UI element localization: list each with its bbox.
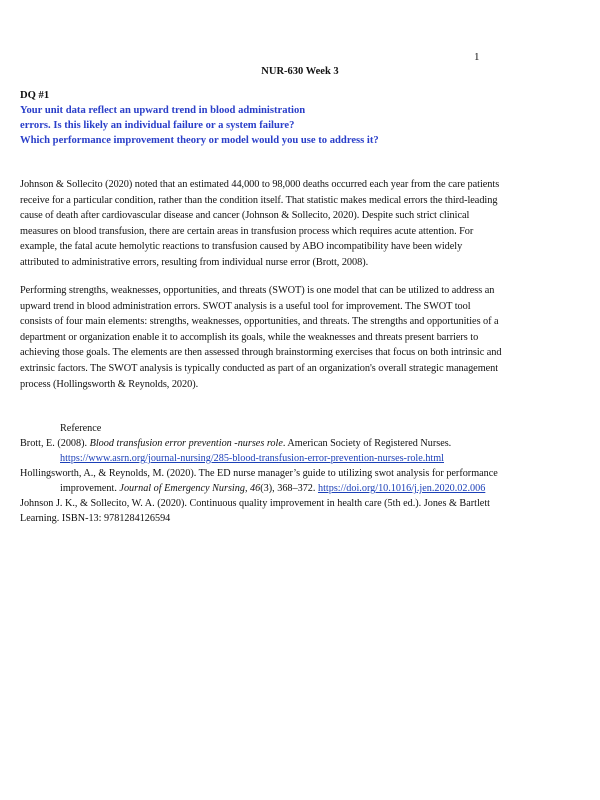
dq-question-line: errors. Is this likely an individual failure or a system failure? bbox=[20, 120, 295, 131]
reference-line bbox=[20, 451, 580, 466]
discussion-question bbox=[20, 88, 580, 148]
reference-publisher: . American Society of Registered Nurses. bbox=[282, 438, 452, 449]
reference-link[interactable]: https://www.asrn.org/journal-nursing/285-blood-transfusion-error-prevention-nurses-role.html bbox=[60, 453, 445, 464]
paragraph-line: upward trend in blood administration errors. SWOT analysis is a useful tool for improvement. The SWOT tool bbox=[20, 300, 471, 312]
body-paragraph-2 bbox=[20, 283, 578, 392]
paragraph-line: example, the fatal acute hemolytic reactions to transfusion caused by ABO incompatibility have been widely bbox=[20, 241, 463, 253]
reference-line: Hollingsworth, A., & Reynolds, M. (2020). The ED nurse manager’s guide to utilizing swot analysis for performance bbox=[20, 468, 498, 479]
dq-question-text bbox=[20, 103, 580, 148]
reference-authors: Brott, E. (2008). bbox=[20, 438, 90, 449]
dq-question-line: Your unit data reflect an upward trend in blood administration bbox=[20, 105, 306, 116]
body-paragraph-1 bbox=[20, 177, 578, 271]
reference-journal: Journal of Emergency Nursing, 46 bbox=[119, 483, 261, 494]
document-title: NUR-630 Week 3 bbox=[261, 66, 339, 77]
page-number: 1 bbox=[474, 51, 480, 63]
paragraph-line: process (Hollingsworth & Reynolds, 2020). bbox=[20, 378, 199, 390]
reference-text: improvement. bbox=[60, 483, 120, 494]
reference-pages: (3), 368–372. bbox=[260, 483, 318, 494]
paragraph-line: measures on blood transfusion, there are certain areas in transfusion process which requires acute attention. For bbox=[20, 225, 474, 237]
paragraph-line: attributed to administrative errors, resulting from individual nurse error (Brott, 2008). bbox=[20, 256, 369, 268]
paragraph-line: receive for a particular condition, rather than the condition itself. That statistic makes medical errors the third-leading bbox=[20, 194, 498, 206]
reference-entry-brott bbox=[20, 436, 580, 466]
reference-line: Johnson J. K., & Sollecito, W. A. (2020). Continuous quality improvement in health care (5th ed.). Jones & Bartlett bbox=[20, 498, 490, 509]
reference-line: Learning. ISBN-13: 9781284126594 bbox=[20, 513, 171, 524]
paragraph-line: consists of four main elements: strengths, weaknesses, opportunities, and threats. The strengths and opportunities of a bbox=[20, 316, 499, 328]
dq-label: DQ #1 bbox=[20, 90, 50, 101]
paragraph-line: extrinsic factors. The SWOT analysis is typically conducted as part of an organization's overall strategic management bbox=[20, 362, 499, 374]
paragraph-line: Johnson & Sollecito (2020) noted that an estimated 44,000 to 98,000 deaths occurred each year from the care patients bbox=[20, 179, 500, 190]
paragraph-line: department or organization enable it to accomplish its goals, while the weaknesses and threats present barriers to bbox=[20, 331, 479, 343]
reference-line bbox=[20, 436, 580, 451]
paragraph-line: Performing strengths, weaknesses, opportunities, and threats (SWOT) is one model that can be utilized to address an bbox=[20, 285, 495, 296]
paragraph-line: cause of death after cardiovascular disease and cancer (Johnson & Sollecito, 2020). Despite such strict clinical bbox=[20, 210, 470, 222]
dq-question-line: Which performance improvement theory or model would you use to address it? bbox=[20, 135, 379, 146]
reference-heading: Reference bbox=[60, 423, 102, 434]
reference-line bbox=[20, 481, 580, 496]
reference-entry-hollingsworth bbox=[20, 466, 580, 496]
reference-entry-johnson bbox=[20, 496, 580, 526]
reference-doi-link[interactable]: https://doi.org/10.1016/j.jen.2020.02.006 bbox=[317, 483, 486, 494]
reference-list bbox=[20, 421, 580, 526]
paragraph-line: achieving those goals. The elements are then assessed through brainstorming exercises that focus on both intrinsic and bbox=[20, 347, 502, 359]
reference-title: Blood transfusion error prevention -nurses role bbox=[89, 438, 283, 449]
